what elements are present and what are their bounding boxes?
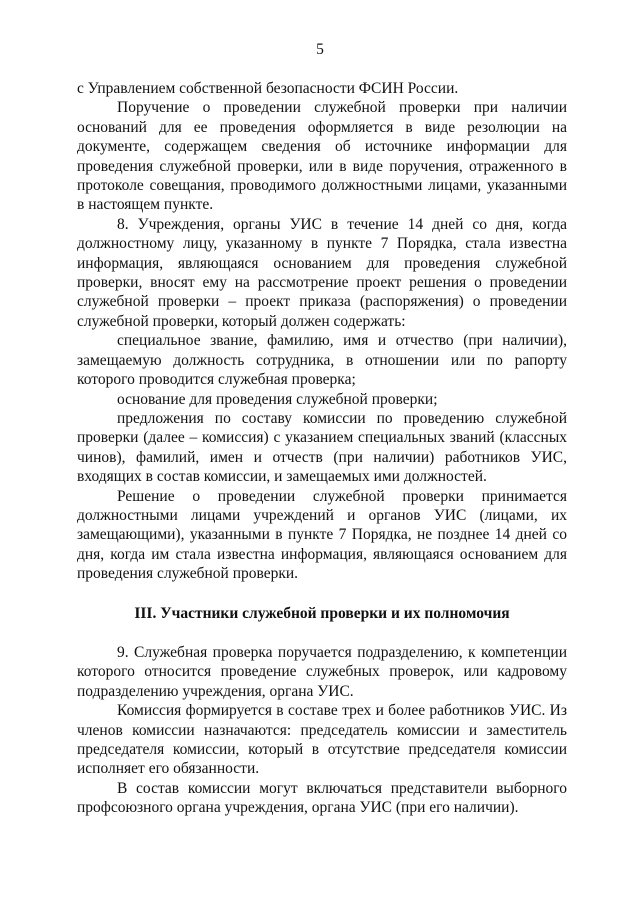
paragraph-order-resolution: Поручение о проведении служебной проверки при наличии оснований для ее проведения оформляется в виде резолюции на документе, содержащем сведения об источнике информации для проведения служебной проверки, или в виде поручения, отраженного в протоколе совещания, проводимого должностными лицами, указанными в настоящем пункте. (77, 99, 567, 214)
paragraph-grounds: основание для проведения служебной проверки; (117, 390, 438, 408)
paragraph-decision: Решение о проведении служебной проверки принимается должностными лицами учреждений и органов УИС (лицами, их замещающими), указанными в пункте 7 Порядка, не позднее 14 дней со дня, когда им стала известна информация, являющаяся основанием для проведения служебной проверки. (77, 487, 567, 583)
paragraph-item-9: 9. Служебная проверка поручается подразделению, к компетенции которого относится проведение служебных проверок, или кадровому подразделению учреждения, органа УИС. (77, 643, 567, 700)
document-body (77, 79, 567, 818)
paragraph-commission-composition: Комиссия формируется в составе трех и более работников УИС. Из членов комиссии назначаются: председатель комиссии и заместитель председателя комиссии, который в отсутствие председателя комиссии исполняет его обязанности. (77, 702, 567, 778)
paragraph-rank-name: специальное звание, фамилию, имя и отчество (при наличии), замещаемую должность сотрудника, в отношении или по рапорту которого проводится служебная проверка; (77, 332, 567, 389)
section-heading: III. Участники служебной проверки и их полномочия (134, 604, 510, 622)
paragraph-commission-proposals: предложения по составу комиссии по проведению служебной проверки (далее – комиссия) с указанием специальных званий (классных чинов), фамилий, имен и отчеств (при наличии) работников УИС, входящих в состав комиссии, и замещаемых ими должностей. (77, 409, 567, 486)
paragraph-continuation: с Управлением собственной безопасности ФСИН России. (77, 80, 459, 97)
page-number: 5 (316, 41, 324, 58)
paragraph-item-8: 8. Учреждения, органы УИС в течение 14 дней со дня, когда должностному лицу, указанному в пункте 7 Порядка, стала известна информация, являющаяся основанием для проведения служебной проверки, вносят ему на рассмотрение проект решения о проведении служебной проверки – проект приказа (распоряжения) о проведении служебной проверки, который должен содержать: (77, 215, 567, 330)
paragraph-union-representatives: В состав комиссии могут включаться представители выборного профсоюзного органа учреждения, органа УИС (при его наличии). (77, 779, 567, 817)
